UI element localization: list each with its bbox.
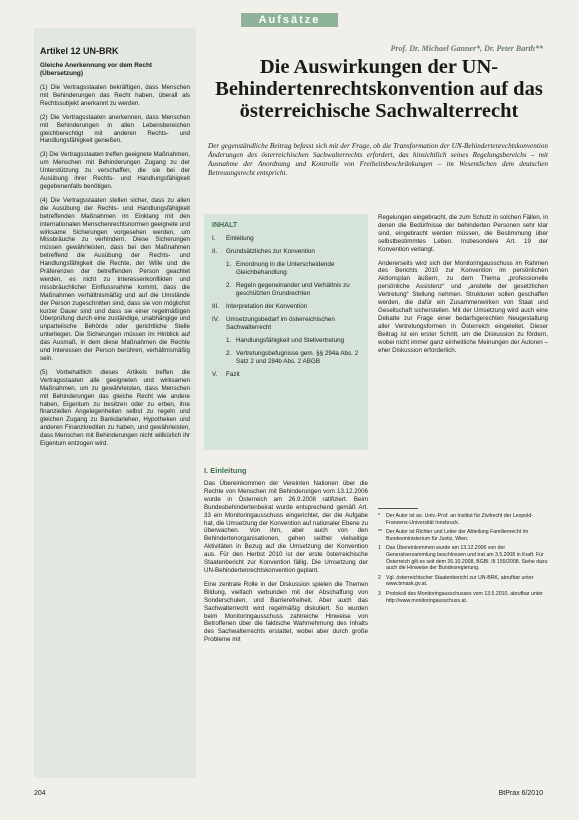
toc-label: Einleitung: [226, 235, 254, 242]
toc-label: Einordnung in die Unterscheidende Gleichbehandlung: [236, 261, 335, 276]
footnote-text: Der Autor ist Richter und Leiter der Abteilung Familienrecht im Bundesministerium für Justiz, Wien.: [386, 529, 529, 542]
footnote: [378, 529, 548, 542]
toc-number: 1.: [226, 261, 232, 268]
toc-subitem: [226, 261, 360, 277]
right-column-text: [378, 214, 548, 360]
toc-number: IV.: [212, 316, 220, 323]
toc-label: Handlungsfähigkeit und Stellvertretung: [236, 337, 345, 344]
section-heading: I. Einleitung: [204, 466, 247, 475]
sidebar-subtitle: Gleiche Anerkennung vor dem Recht (Übersetzung): [40, 62, 152, 77]
article-authors: Prof. Dr. Michael Ganner*, Dr. Peter Barth**: [390, 44, 543, 53]
toc-item: [212, 235, 360, 243]
footnote: [378, 545, 548, 571]
footnote-text: Das Übereinkommen wurde am 13.12.2006 von der Generalversammlung beschlossen und trat am 3.5.2008 in Kraft. Für Österreich gilt es seit dem 26.10.2008, BGBl. III 155/2008. Siehe dazu auch die Hinweise der Bundesregierung.: [386, 545, 548, 572]
sidebar-title: Artikel 12 UN-BRK: [40, 46, 119, 56]
page-number: 204: [34, 790, 46, 797]
toc-number: 2.: [226, 350, 232, 357]
footnote: [378, 591, 548, 604]
footnotes: [378, 508, 548, 607]
toc-item: [212, 316, 360, 332]
article-sidebar: [34, 28, 196, 778]
footnote-divider: [378, 508, 418, 509]
footnote-number: **: [378, 529, 383, 536]
toc-number: I.: [212, 235, 216, 242]
section-header: [0, 10, 579, 28]
toc-label: Vertretungsbefugnisse gem. §§ 294a Abs. 2 Satz 2 und 284b Abs. 2 ABGB: [236, 350, 359, 365]
footnote-text: Der Autor ist ao. Univ.-Prof. an Institut für Zivilrecht der Leopold-Franzens-Universität Innsbruck.: [386, 513, 533, 526]
toc-label: Grundsätzliches zur Konvention: [226, 248, 315, 255]
article-lead: Der gegenständliche Beitrag befasst sich mit der Frage, ob die Transformation der UN-Behindertenrechtskonvention Änderungen des österreichischen Sachwalterrechts erfordert, das hinsichtlich seines Regelungsbereichs – mit Ausnahme der Anordnung und Kontrolle von Freiheitsbeschränkungen – im Wesentlichen dem deutschen Betreuungsrecht entspricht.: [208, 142, 548, 177]
body-paragraph: Andererseits wird sich der Monitoringausschuss im Rahmen des Berichts 2010 zur Konvention im persönlichen Aktionsplan äußern, zu dem Thema „professionelle persönliche Assistenz“ und „anstelle der gesetzlichen Vertretung“ Stellung nehmen. Strukturen sollen geschaffen werden, die dafür ein Zusammenwirken von Staat und Gesellschaft sicherstellen. Mit der Umsetzung wird auch eine Debatte zur Frage einer bedarfsgerechten Neugestaltung aller Vertretungsformen in Österreich eingeleitet. Dieser Beitrag ist ein erster Schritt, um die Diskussion zu fördern, wobei nicht immer ganz einheitliche Meinungen der Autoren – eher Diskussion erforderlich.: [378, 259, 548, 354]
toc-item: [212, 248, 360, 256]
toc-label: Regeln gegeneinander und Verhältnis zu geschützten Grundrechten: [236, 282, 350, 297]
footnote-text: Protokoll des Monitoringausschusses vom 13.5.2010, abrufbar unter http://www.monitoringausschuss.at.: [386, 590, 543, 604]
toc-subitem: [226, 350, 360, 366]
sidebar-paragraph: (3) Die Vertragsstaaten treffen geeignete Maßnahmen, um Menschen mit Behinderungen Zugang zu der Unterstützung zu verschaffen, die sie bei der Ausübung ihrer Rechts- und Handlungsfähigkeit gegebenenfalls benötigen.: [40, 151, 190, 190]
footnote-number: *: [378, 513, 381, 519]
toc-label: Umsetzungsbedarf im österreichischen Sachwalterrecht: [226, 316, 335, 331]
toc-label: Fazit: [226, 371, 240, 378]
toc-subitem: [226, 282, 360, 298]
toc-number: 2.: [226, 282, 232, 289]
footnote-number: 2: [378, 574, 381, 581]
footnote: [378, 575, 548, 588]
sidebar-paragraph: (4) Die Vertragsstaaten stellen sicher, dass zu allen die Ausübung der Rechts- und Handlungsfähigkeit betreffenden Maßnahmen im Einklang mit den internationalen Menschenrechtsnormen geeignete und wirksame Sicherungen vorgesehen werden, um Missbräuche zu verhindern. Diese Sicherungen müssen gewährleisten, dass bei den Maßnahmen betreffend die Ausübung der Rechts- und Handlungsfähigkeit die Rechte, der Wille und die Präferenzen der betreffenden Person geachtet werden, es nicht zu Interessenkonflikten und missbräuchlicher Einflussnahme kommt, dass die Maßnahmen verhältnismäßig und auf die Umstände der Person zugeschnitten sind, dass sie von möglichst kurzer Dauer sind und dass sie einer regelmäßigen Überprüfung durch eine zuständige, unabhängige und unparteiische Behörde oder gerichtliche Stelle unterliegen. Die Sicherungen müssen im Hinblick auf das Ausmaß, in dem diese Maßnahmen die Rechte und Interessen der Person berühren, verhältnismäßig sein.: [40, 196, 190, 362]
toc-subitem: [226, 337, 360, 345]
section-tag: Aufsätze: [241, 13, 339, 27]
toc-heading: INHALT: [212, 222, 238, 229]
footnote-number: 1: [378, 545, 381, 552]
journal-issue: BtPrax 6/2010: [498, 790, 543, 797]
footnote-text: Vgl. österreichischer Staatenbericht zur UN-BRK, abrufbar unter www.bmask.gv.at.: [386, 574, 534, 588]
toc-item: [212, 371, 360, 379]
footnote: [378, 513, 548, 526]
footnote-number: 3: [378, 590, 381, 597]
toc-number: 1.: [226, 337, 232, 344]
toc-number: V.: [212, 371, 218, 378]
sidebar-paragraph: (1) Die Vertragsstaaten bekräftigen, dass Menschen mit Behinderungen das Recht haben, überall als Rechtssubjekt anerkannt zu werden.: [40, 84, 190, 107]
toc-number: III.: [212, 303, 219, 310]
article-title: Die Auswirkungen der UN-Behindertenrechtskonvention auf das österreichische Sachwalterrecht: [215, 56, 543, 122]
body-paragraph: Regelungen eingebracht, die zum Schutz in solchen Fällen, in denen die Bedürfnisse der behinderten Personen sehr klar sind, eingebracht werden müssen, die Bestimmung über selbstbestimmtes Leben. Insbesondere Art. 19 der Konvention verlangt.: [378, 214, 548, 253]
table-of-contents: [204, 214, 368, 450]
toc-label: Interpretation der Konvention: [226, 303, 308, 310]
body-paragraph: Eine zentrale Rolle in der Diskussion spielen die Themen Bildung, vielfach verbunden mit der Abschaffung von Sonderschulen, und Barrierefreiheit. Aber auch das Sachwalterrecht wird regelmäßig diskutiert. So wurden beim Monitoringausschuss zahlreiche Hinweise von Betroffenen über die faktische Wahrnehmung des Inhalts des Sachwalterrechts erstattet, wobei aber durch große Probleme mit: [204, 580, 368, 644]
toc-item: [212, 303, 360, 311]
sidebar-paragraph: (5) Vorbehaltlich dieses Artikels treffen die Vertragsstaaten alle geeigneten und wirksamen Maßnahmen, um zu gewährleisten, dass Menschen mit Behinderungen das gleiche Recht wie andere haben, Eigentum zu besitzen oder zu erben, ihre finanziellen Angelegenheiten selbst zu regeln und gleichen Zugang zu Bankdarlehen, Hypotheken und anderen Finanzkrediten zu haben, und gewährleisten, dass Menschen mit Behinderungen nicht willkürlich ihr Eigentum entzogen wird.: [40, 368, 190, 448]
section-introduction: [204, 466, 368, 650]
sidebar-paragraph: (2) Die Vertragsstaaten anerkennen, dass Menschen mit Behinderungen in allen Lebensbereichen gleichberechtigt mit anderen Rechts- und Handlungsfähigkeit genießen.: [40, 113, 190, 145]
body-paragraph: Das Übereinkommen der Vereinten Nationen über die Rechte von Menschen mit Behinderungen vom 13.12.2006 wurde in Österreich am 26.9.2008 ratifiziert. Beim Bundesbehindertenbeirat wurde entsprechend gemäß Art. 33 ein Monitoringausschuss eingerichtet, der die Aufgabe hat, die Umsetzung der Konvention auf nationaler Ebene zu überwachen. Von ihm, aber auch von den Behindertenorganisationen, gehen seither vielseitige Aktivitäten in Bezug auf die Umsetzung der Konvention aus. Für den Herbst 2010 ist der erste österreichische Staatenbericht zur Konvention fällig. Die Umsetzung der UN-Behindertenrechtskonvention geplant.: [204, 480, 368, 574]
toc-number: II.: [212, 248, 218, 255]
